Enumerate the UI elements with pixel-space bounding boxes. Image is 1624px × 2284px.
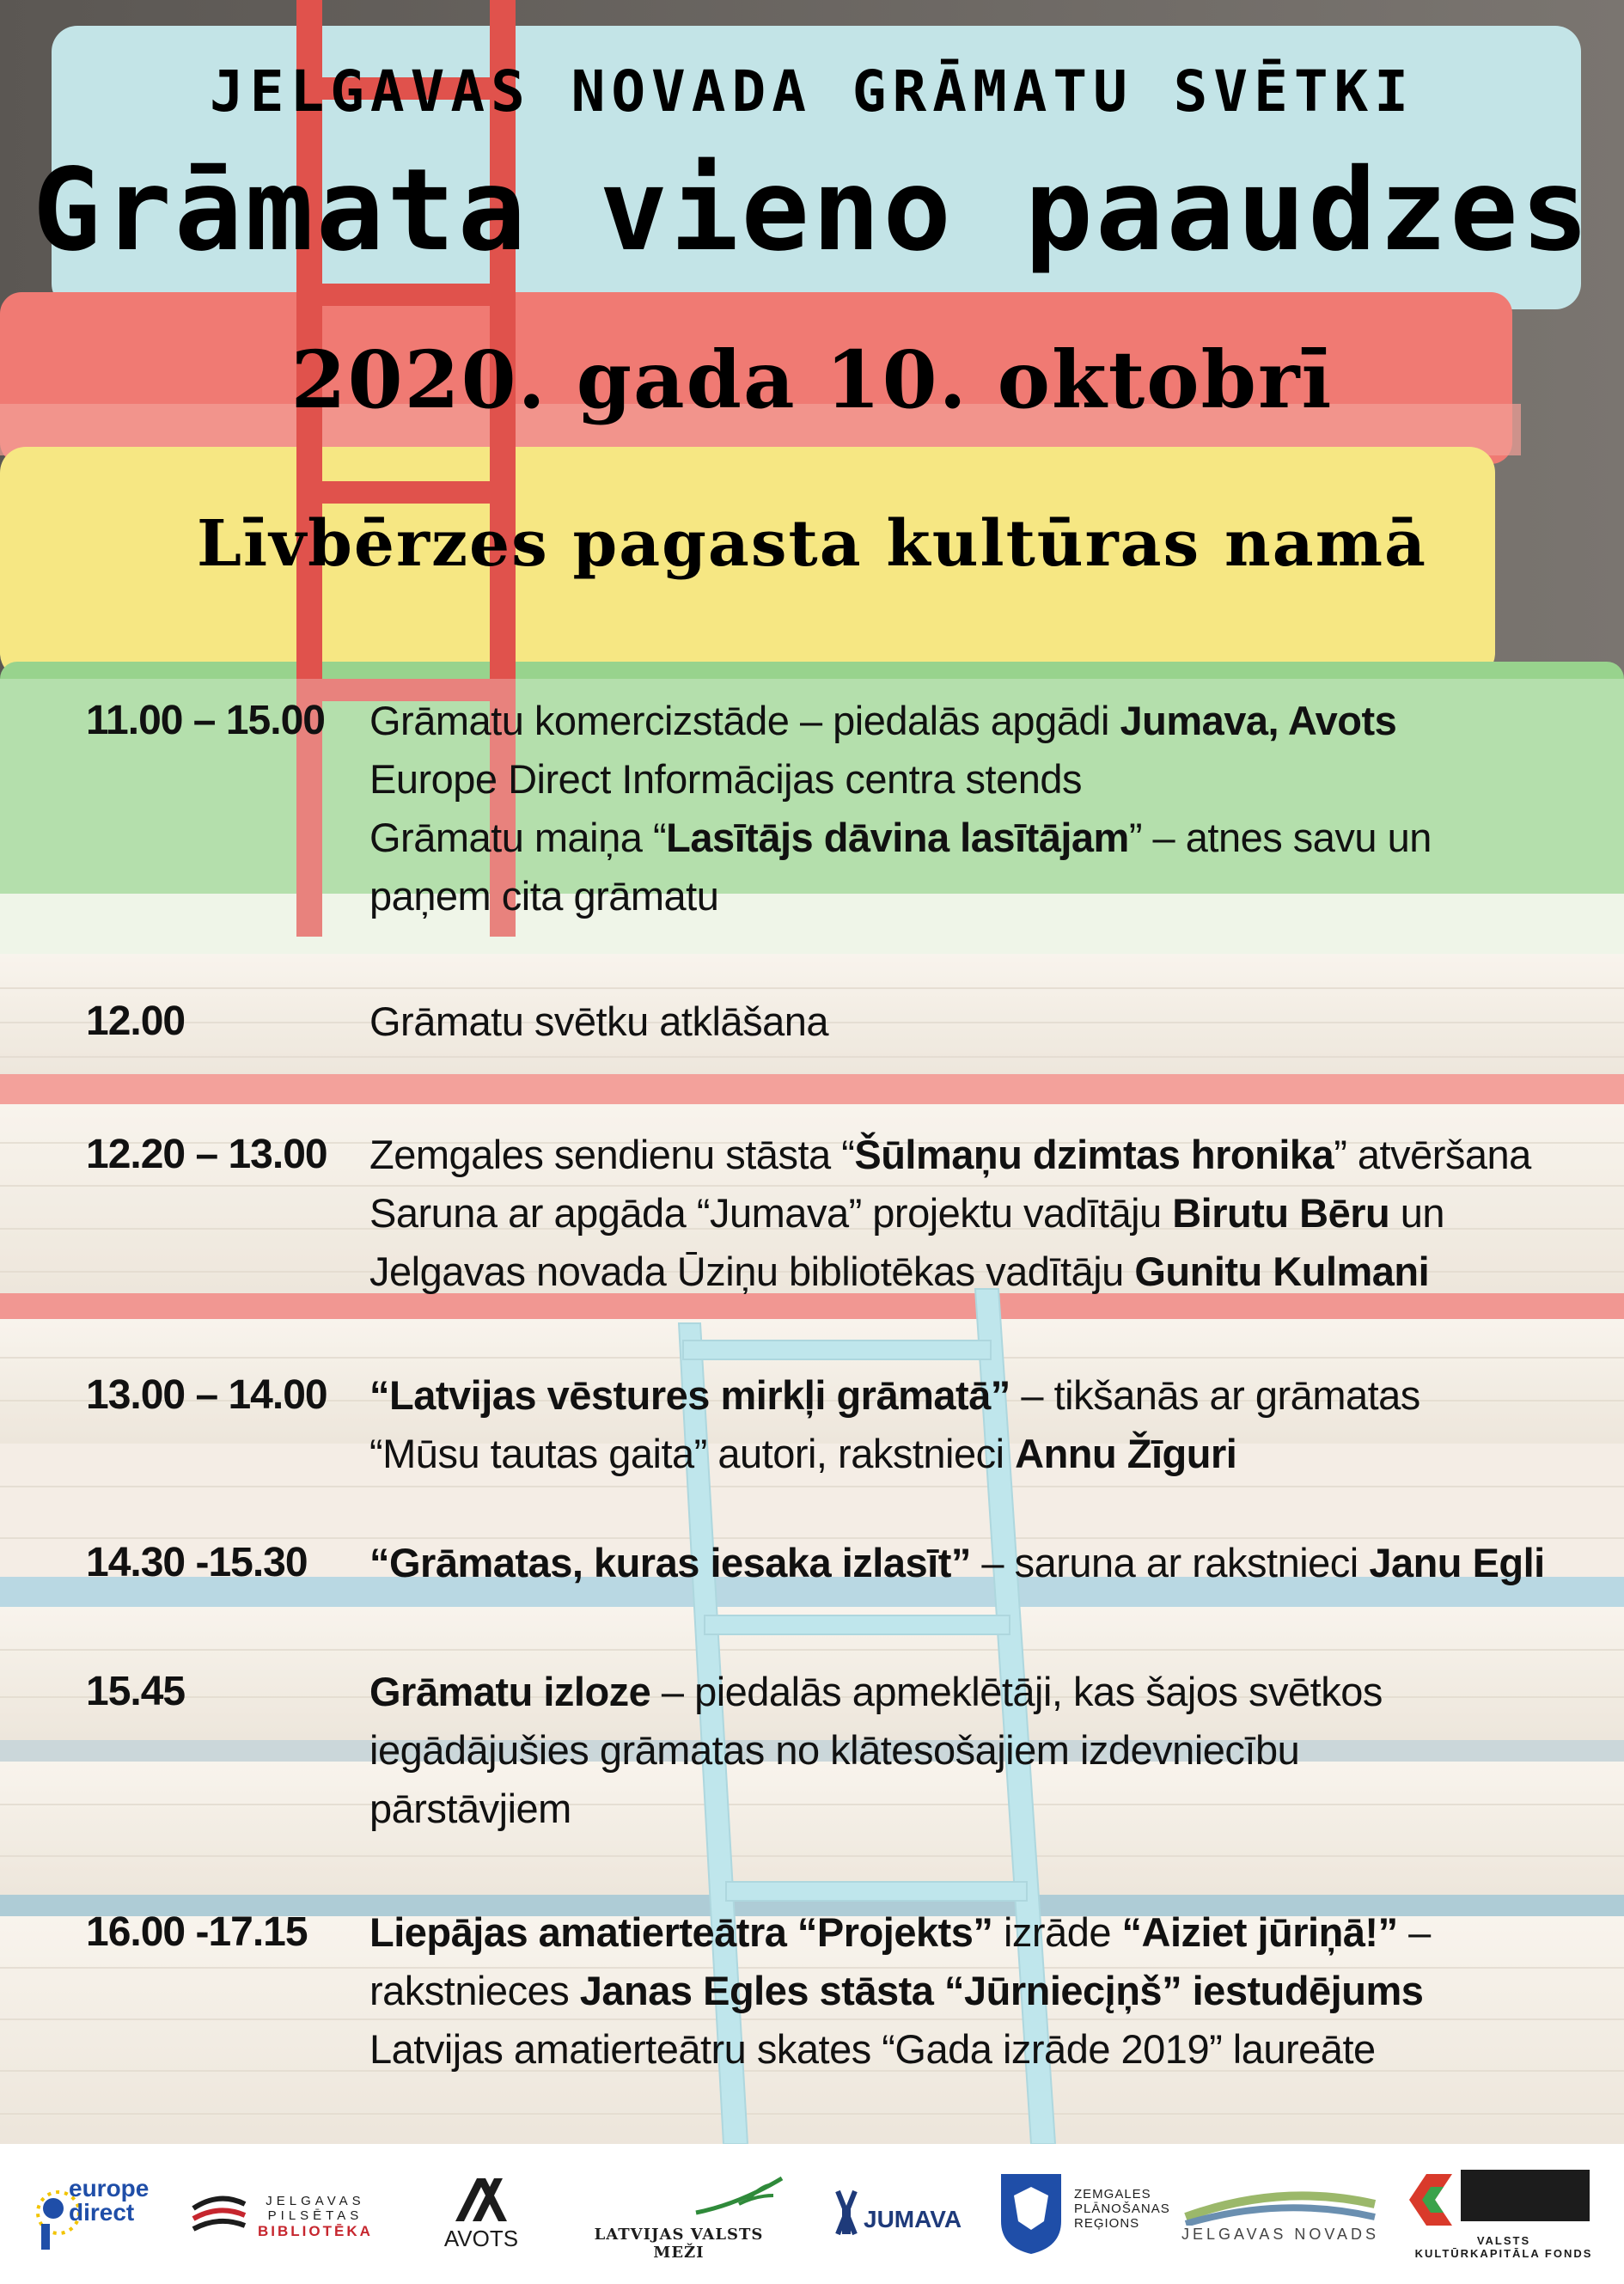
biblioteka-logo	[189, 2161, 395, 2264]
schedule-description	[369, 692, 1598, 925]
event-date: 2020. gada 10. oktobrī	[290, 333, 1334, 426]
description-text: “Mūsu tautas gaita” autori, rakstnieci	[369, 1431, 1016, 1476]
lvm-logo	[567, 2161, 791, 2264]
vkkf-mark-icon	[1409, 2165, 1598, 2234]
description-line	[369, 1126, 1598, 1184]
description-text: izrāde	[992, 1909, 1122, 1955]
description-text: Jelgavas novada Ūziņu bibliotēkas vadītāju	[369, 1249, 1135, 1294]
schedule-time: 15.45	[86, 1669, 186, 1714]
jumava-text: JUMAVA	[864, 2206, 962, 2232]
europe-direct-logo	[34, 2161, 163, 2264]
highlight-text: Birutu Bēru	[1172, 1190, 1390, 1236]
highlight-text: Šūlmaņu dzimtas hronika	[854, 1132, 1334, 1177]
description-text: ” atvēršana	[1334, 1132, 1531, 1177]
highlight-text: “Latvijas vēstures mirkļi grāmatā”	[369, 1372, 1010, 1418]
vkkf-logo	[1409, 2161, 1598, 2264]
vkkf-line-2: KULTŪRKAPITĀLA FONDS	[1414, 2247, 1593, 2260]
description-line	[369, 2020, 1598, 2079]
schedule-time: 12.20 – 13.00	[86, 1132, 327, 1177]
schedule-description	[369, 1663, 1598, 1838]
description-line	[369, 1425, 1598, 1483]
description-text: ” – atnes savu un	[1128, 815, 1432, 860]
description-text: Grāmatu svētku atklāšana	[369, 998, 828, 1044]
highlight-text: Annu Žīguri	[1015, 1431, 1237, 1476]
biblioteka-line-3: BIBLIOTĒKA	[258, 2223, 373, 2239]
description-text: pārstāvjiem	[369, 1786, 571, 1831]
sponsor-footer	[0, 2144, 1624, 2284]
highlight-text: “Grāmatas, kuras iesaka izlasīt”	[369, 1540, 971, 1585]
description-line	[369, 1663, 1598, 1721]
description-text: iegādājušies grāmatas no klātesošajiem izdevniecību	[369, 1727, 1300, 1773]
schedule-description	[369, 1366, 1598, 1483]
avots-text: AVOTS	[443, 2225, 519, 2251]
biblioteka-line-2: PILSĒTAS	[267, 2208, 363, 2223]
description-text: – saruna ar rakstnieci	[970, 1540, 1370, 1585]
highlight-text: Gunitu Kulmani	[1134, 1249, 1430, 1294]
zpr-line-2: PLĀNOŠANAS	[1074, 2202, 1170, 2216]
lvm-text: LATVIJAS VALSTS MEŽI	[594, 2226, 764, 2262]
description-text: – tikšanās ar grāmatas	[1010, 1372, 1420, 1418]
highlight-text: Lasītājs dāvina lasītājam	[666, 815, 1129, 860]
vkkf-line-1: VALSTS	[1476, 2234, 1531, 2247]
jumava-logo	[821, 2161, 967, 2264]
jelgavas-novads-fields-icon	[1177, 2183, 1383, 2226]
biblioteka-swoosh-icon	[189, 2191, 249, 2234]
description-line	[369, 692, 1598, 750]
schedule-time: 13.00 – 14.00	[86, 1372, 327, 1418]
zpr-logo	[997, 2161, 1169, 2264]
jelgavas-novads-logo	[1177, 2161, 1383, 2264]
description-text: Saruna ar apgāda “Jumava” projektu vadītāju	[369, 1190, 1173, 1236]
highlight-text: Grāmatu izloze	[369, 1669, 651, 1714]
europe-direct-text: europe direct	[69, 2175, 150, 2226]
description-line	[369, 1534, 1598, 1592]
description-line	[369, 1903, 1598, 1962]
schedule-time: 11.00 – 15.00	[86, 698, 325, 743]
description-line	[369, 750, 1598, 809]
zpr-line-3: REĢIONS	[1074, 2216, 1140, 2231]
schedule-description	[369, 1903, 1598, 2079]
zpr-crest-icon	[997, 2170, 1065, 2256]
highlight-text: Liepājas amatierteātra “Projekts”	[369, 1909, 993, 1955]
schedule-description	[369, 992, 1598, 1051]
jelgavas-novads-text: JELGAVAS NOVADS	[1181, 2225, 1380, 2243]
description-line	[369, 1243, 1598, 1301]
avots-logo	[430, 2161, 533, 2264]
lvm-tree-icon	[687, 2170, 791, 2221]
schedule-description	[369, 1126, 1598, 1301]
description-text: –	[1397, 1909, 1431, 1955]
schedule-description	[369, 1534, 1598, 1592]
description-text: rakstnieces	[369, 1968, 580, 2013]
zpr-line-1: ZEMGALES	[1074, 2187, 1151, 2202]
description-line	[369, 1962, 1598, 2020]
biblioteka-line-1: JELGAVAS	[266, 2194, 365, 2208]
event-title: Grāmata vieno paaudzes	[32, 144, 1592, 277]
description-text: Zemgales sendienu stāsta “	[369, 1132, 855, 1177]
description-text: paņem cita grāmatu	[369, 873, 719, 919]
description-line	[369, 1184, 1598, 1243]
description-text: Grāmatu maiņa “	[369, 815, 667, 860]
highlight-text: Janas Egles stāsta “Jūrniecįņš” iestudējums	[579, 1968, 1424, 2013]
description-line	[369, 1780, 1598, 1838]
description-text: – piedalās apmeklētāji, kas šajos svētkos	[650, 1669, 1383, 1714]
event-subtitle: JELGAVAS NOVADA GRĀMATU SVĒTKI	[209, 58, 1415, 125]
description-line	[369, 1366, 1598, 1425]
schedule-time: 12.00	[86, 998, 186, 1044]
highlight-text: Jumava, Avots	[1120, 698, 1397, 743]
highlight-text: “Aiziet jūriņā!”	[1121, 1909, 1398, 1955]
event-venue: Līvbērzes pagasta kultūras namā	[197, 507, 1427, 581]
description-line	[369, 809, 1598, 867]
description-text: Latvijas amatierteātru skates “Gada izrāde 2019” laureāte	[369, 2026, 1376, 2072]
description-text: un	[1389, 1190, 1445, 1236]
description-line	[369, 1721, 1598, 1780]
description-line	[369, 992, 1598, 1051]
schedule-time: 16.00 -17.15	[86, 1909, 308, 1955]
description-line	[369, 867, 1598, 925]
avots-mark-icon	[447, 2174, 516, 2226]
description-text: Grāmatu komercizstāde – piedalās apgādi	[369, 698, 1120, 743]
schedule-time: 14.30 -15.30	[86, 1540, 308, 1585]
description-text: Europe Direct Informācijas centra stends	[369, 756, 1082, 802]
highlight-text: Janu Egli	[1369, 1540, 1545, 1585]
